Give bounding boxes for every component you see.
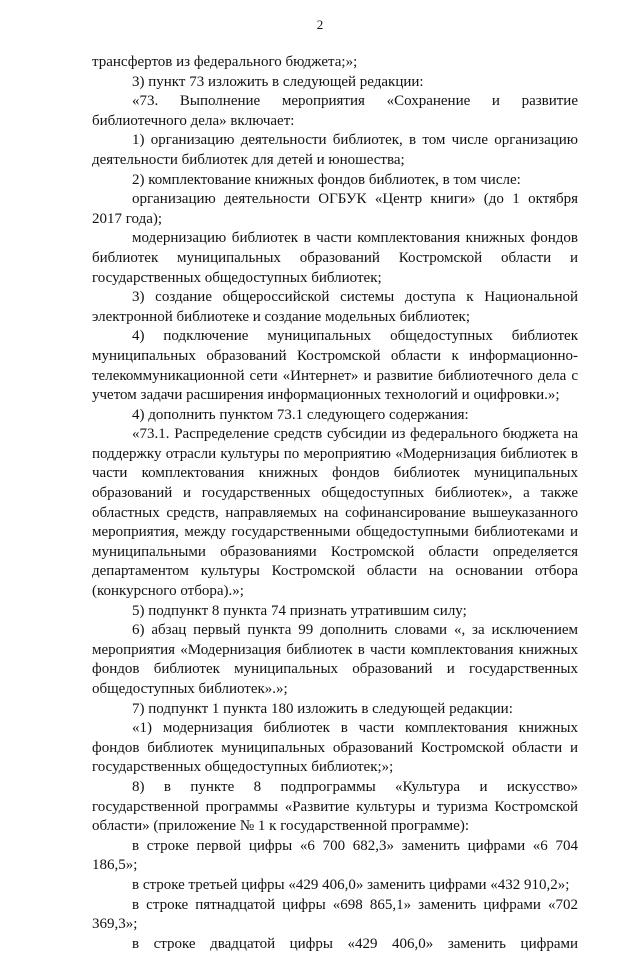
- document-body: [92, 53, 578, 954]
- paragraph: 4) подключение муниципальных общедоступных библиотек муниципальных образований Костромской области к информационно-телекоммуникационной сети «Интернет» и развитие библиотечного дела с учетом задачи расширения информационных технологий и оцифровки.»;: [92, 328, 578, 404]
- paragraph: 4) дополнить пунктом 73.1 следующего содержания:: [132, 406, 469, 423]
- paragraph: 3) пункт 73 изложить в следующей редакции:: [132, 73, 424, 90]
- paragraph: в строке первой цифры «6 700 682,3» заменить цифрами «6 704 186,5»;: [92, 837, 578, 874]
- paragraph: 1) организацию деятельности библиотек, в том числе организацию деятельности библиотек для детей и юношества;: [92, 132, 578, 168]
- paragraph: 6) абзац первый пункта 99 дополнить словами «, за исключением мероприятия «Модернизация библиотек в части комплектования книжных фондов библиотек муниципальных образований и государственных общедоступных библиотек».»;: [92, 622, 578, 697]
- paragraph: в строке третьей цифры «429 406,0» заменить цифрами «432 910,2»;: [132, 876, 570, 893]
- paragraph: в строке пятнадцатой цифры «698 865,1» заменить цифрами «702 369,3»;: [92, 896, 578, 933]
- paragraph: трансфертов из федерального бюджета;»;: [92, 54, 358, 70]
- paragraph: организацию деятельности ОГБУК «Центр книги» (до 1 октября 2017 года);: [92, 191, 578, 227]
- paragraph: 7) подпункт 1 пункта 180 изложить в следующей редакции:: [132, 700, 513, 717]
- paragraph: «73. Выполнение мероприятия «Сохранение и развитие библиотечного дела» включает:: [92, 93, 578, 129]
- paragraph: «73.1. Распределение средств субсидии из федерального бюджета на поддержку отрасли культуры по мероприятию «Модернизация библиотек в части комплектования книжных фондов библиотек муниципальных образований и государственных общедоступных библиотек», а также областных средств, направляемых на софинансирование вышеуказанного мероприятия, между государственными общедоступными библиотеками и муниципальными образованиями Костромской области определяется департаментом культуры Костромской области на основании отбора (конкурсного отбора).»;: [92, 426, 578, 600]
- page-number: 2: [316, 17, 324, 32]
- paragraph: в строке двадцатой цифры «429 406,0» заменить цифрами: [132, 935, 578, 952]
- paragraph: модернизацию библиотек в части комплектования книжных фондов библиотек муниципальных образований Костромской области и государственных общедоступных библиотек;: [92, 230, 578, 286]
- paragraph: 5) подпункт 8 пункта 74 признать утратившим силу;: [132, 602, 467, 619]
- paragraph: 2) комплектование книжных фондов библиотек, в том числе:: [132, 171, 521, 188]
- paragraph: 8) в пункте 8 подпрограммы «Культура и искусство» государственной программы «Развитие культуры и туризма Костромской области» (приложение № 1 к государственной программе):: [92, 778, 578, 835]
- paragraph: 3) создание общероссийской системы доступа к Национальной электронной библиотеке и создание модельных библиотек;: [92, 289, 578, 325]
- paragraph: «1) модернизация библиотек в части комплектования книжных фондов библиотек муниципальных образований Костромской области и государственных общедоступных библиотек;»;: [92, 720, 578, 776]
